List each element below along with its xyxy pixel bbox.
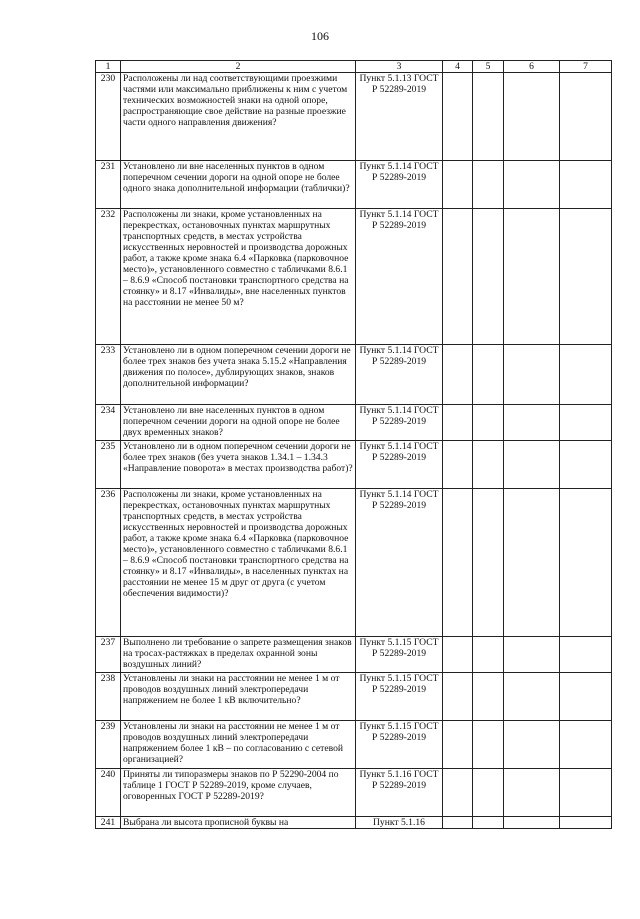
answer-cell-6 [504,769,560,817]
answer-cell-7 [560,405,612,441]
question-text: Установлены ли знаки на расстоянии не менее 1 м от проводов воздушных линий электропередачи напряжением более 1 кВ – по согласованию с сетевой организацией? [121,721,356,769]
question-text: Расположены ли над соответствующими проезжими частями или максимально приближены к ним с учетом технических возможностей знаки на одной опоре, распространяющие свое действие на разные проезжие части одного направления движения? [121,73,356,161]
answer-cell-4 [443,73,473,161]
column-header: 5 [473,61,504,73]
answer-cell-6 [504,441,560,489]
answer-cell-4 [443,769,473,817]
answer-cell-7 [560,345,612,405]
question-text: Выбрана ли высота прописной буквы на [121,817,356,829]
table-row [96,637,612,673]
row-number: 232 [96,209,121,345]
question-text: Расположены ли знаки, кроме установленных на перекрестках, остановочных пунктах маршрутных транспортных средств, в местах устройства искусственных неровностей и производства дорожных работ, а также кроме знака 6.4 «Парковка (парковочное место)», установленного совместно с табличками 8.6.1 – 8.6.9 «Способ постановки транспортного средства на стоянку» и 8.17 «Инвалиды», вне населенных пунктов на расстоянии не менее 50 м? [121,209,356,345]
table-row [96,769,612,817]
table-row [96,721,612,769]
answer-cell-4 [443,489,473,637]
answer-cell-5 [473,161,504,209]
answer-cell-7 [560,441,612,489]
answer-cell-6 [504,489,560,637]
table-row [96,673,612,721]
table-row [96,73,612,161]
reference-text: Пункт 5.1.14 ГОСТ Р 52289-2019 [356,441,443,489]
table-row [96,489,612,637]
answer-cell-4 [443,721,473,769]
question-text: Установлено ли вне населенных пунктов в одном поперечном сечении дороги на одной опоре не более одного знака дополнительной информации (таблички)? [121,161,356,209]
answer-cell-6 [504,73,560,161]
row-number: 241 [96,817,121,829]
row-number: 238 [96,673,121,721]
row-number: 234 [96,405,121,441]
question-text: Установлено ли в одном поперечном сечении дороги не более трех знаков без учета знака 5.15.2 «Направления движения по полосе», дублирующих знаков, знаков дополнительной информации? [121,345,356,405]
answer-cell-5 [473,345,504,405]
reference-text: Пункт 5.1.15 ГОСТ Р 52289-2019 [356,673,443,721]
column-header: 6 [504,61,560,73]
answer-cell-4 [443,345,473,405]
answer-cell-7 [560,209,612,345]
column-header: 7 [560,61,612,73]
table-row [96,209,612,345]
row-number: 233 [96,345,121,405]
answer-cell-6 [504,345,560,405]
reference-text: Пункт 5.1.14 ГОСТ Р 52289-2019 [356,161,443,209]
answer-cell-7 [560,673,612,721]
answer-cell-5 [473,769,504,817]
answer-cell-6 [504,721,560,769]
row-number: 236 [96,489,121,637]
answer-cell-7 [560,721,612,769]
column-header: 3 [356,61,443,73]
question-text: Установлены ли знаки на расстоянии не менее 1 м от проводов воздушных линий электропередачи напряжением не более 1 кВ включительно? [121,673,356,721]
column-header: 1 [96,61,121,73]
answer-cell-4 [443,209,473,345]
answer-cell-5 [473,405,504,441]
table-row [96,345,612,405]
answer-cell-5 [473,441,504,489]
checklist-table [95,60,612,829]
answer-cell-5 [473,721,504,769]
question-text: Выполнено ли требование о запрете размещения знаков на тросах-растяжках в пределах охранной зоны воздушных линий? [121,637,356,673]
table-row [96,817,612,829]
reference-text: Пункт 5.1.15 ГОСТ Р 52289-2019 [356,637,443,673]
answer-cell-5 [473,73,504,161]
page-number: 106 [311,29,329,43]
answer-cell-6 [504,817,560,829]
answer-cell-4 [443,161,473,209]
row-number: 240 [96,769,121,817]
table-row [96,405,612,441]
row-number: 230 [96,73,121,161]
reference-text: Пункт 5.1.13 ГОСТ Р 52289-2019 [356,73,443,161]
reference-text: Пункт 5.1.16 ГОСТ Р 52289-2019 [356,769,443,817]
reference-text: Пункт 5.1.14 ГОСТ Р 52289-2019 [356,489,443,637]
answer-cell-7 [560,769,612,817]
reference-text: Пункт 5.1.14 ГОСТ Р 52289-2019 [356,345,443,405]
answer-cell-5 [473,209,504,345]
answer-cell-7 [560,637,612,673]
answer-cell-7 [560,161,612,209]
answer-cell-4 [443,441,473,489]
answer-cell-5 [473,673,504,721]
reference-text: Пункт 5.1.14 ГОСТ Р 52289-2019 [356,209,443,345]
question-text: Приняты ли типоразмеры знаков по Р 52290-2004 по таблице 1 ГОСТ Р 52289-2019, кроме случаев, оговоренных ГОСТ Р 52289-2019? [121,769,356,817]
header-row [96,61,612,73]
question-text: Расположены ли знаки, кроме установленных на перекрестках, остановочных пунктах маршрутных транспортных средств, в местах устройства искусственных неровностей и производства дорожных работ, а также кроме знака 6.4 «Парковка (парковочное место)», установленного совместно с табличками 8.6.1 – 8.6.9 «Способ постановки транспортного средства на стоянку» и 8.17 «Инвалиды», в населенных пунктах на расстоянии не менее 15 м друг от друга (с учетом обеспечения видимости)? [121,489,356,637]
reference-text: Пункт 5.1.15 ГОСТ Р 52289-2019 [356,721,443,769]
answer-cell-7 [560,817,612,829]
answer-cell-7 [560,73,612,161]
answer-cell-4 [443,817,473,829]
answer-cell-6 [504,405,560,441]
answer-cell-6 [504,673,560,721]
answer-cell-4 [443,637,473,673]
table-row [96,161,612,209]
answer-cell-5 [473,637,504,673]
row-number: 239 [96,721,121,769]
column-header: 2 [121,61,356,73]
answer-cell-7 [560,489,612,637]
table-row [96,441,612,489]
row-number: 237 [96,637,121,673]
answer-cell-5 [473,817,504,829]
row-number: 231 [96,161,121,209]
answer-cell-4 [443,673,473,721]
row-number: 235 [96,441,121,489]
question-text: Установлено ли в одном поперечном сечении дороги не более трех знаков (без учета знаков 1.34.1 – 1.34.3 «Направление поворота» в местах производства работ)? [121,441,356,489]
reference-text: Пункт 5.1.16 [356,817,443,829]
answer-cell-6 [504,209,560,345]
answer-cell-4 [443,405,473,441]
reference-text: Пункт 5.1.14 ГОСТ Р 52289-2019 [356,405,443,441]
answer-cell-6 [504,161,560,209]
column-header: 4 [443,61,473,73]
answer-cell-6 [504,637,560,673]
answer-cell-5 [473,489,504,637]
question-text: Установлено ли вне населенных пунктов в одном поперечном сечении дороги на одной опоре не более двух временных знаков? [121,405,356,441]
